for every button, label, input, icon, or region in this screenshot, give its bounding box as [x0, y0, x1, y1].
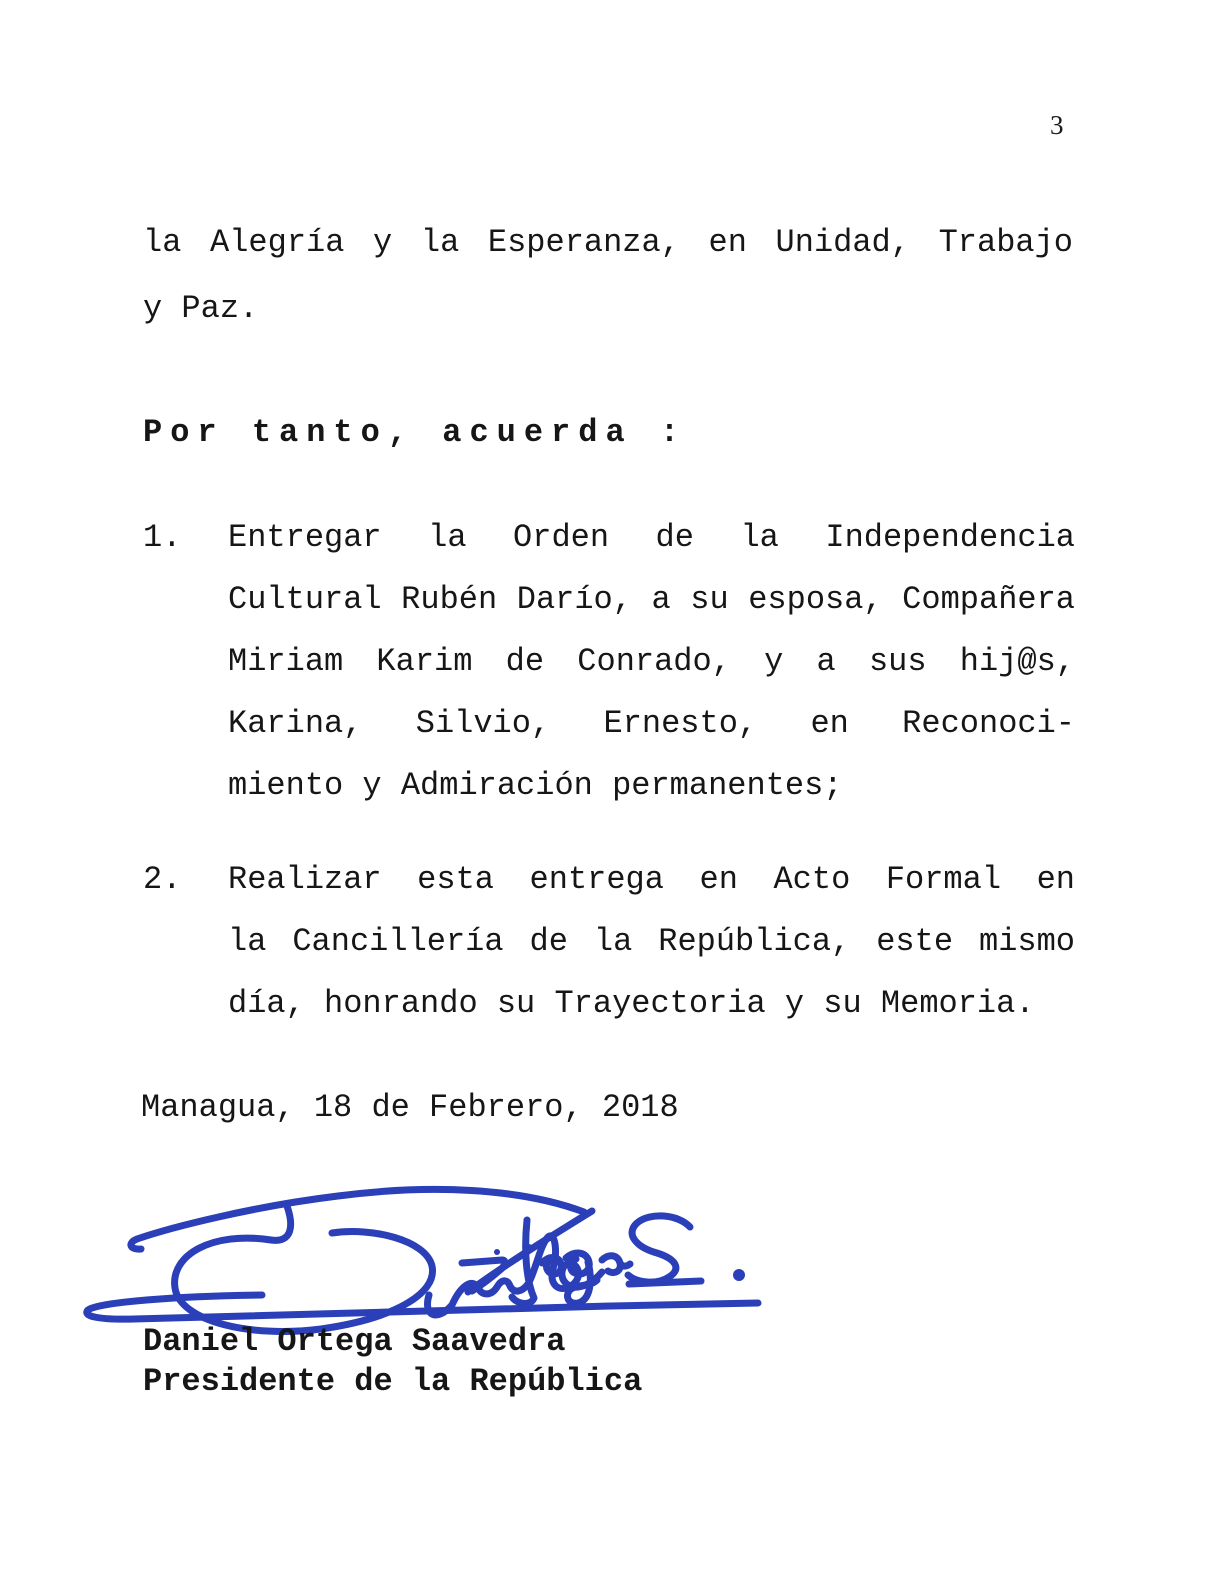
list-item-number: 1.	[143, 519, 182, 556]
list-item-line: Miriam Karim de Conrado, y a sus hij@s,	[228, 643, 1075, 680]
signatory-name: Daniel Ortega Saavedra	[143, 1323, 566, 1360]
list-item-number: 2.	[143, 861, 182, 898]
list-item-line: la Cancillería de la República, este mismo	[228, 923, 1075, 960]
list-item-line: miento y Admiración permanentes;	[228, 767, 843, 804]
resolution-heading: Por tanto, acuerda :	[143, 414, 688, 451]
list-item-line: Realizar esta entrega en Acto Formal en	[228, 861, 1075, 898]
signature-ink	[70, 1170, 780, 1335]
list-item-line: día, honrando su Trayectoria y su Memoria.	[228, 985, 1035, 1022]
list-item	[143, 507, 1075, 817]
list-item-line: Karina, Silvio, Ernesto, en Reconoci-	[228, 705, 1075, 742]
signatory-title: Presidente de la República	[143, 1363, 643, 1400]
opening-paragraph	[143, 210, 1073, 342]
list-item-body	[228, 507, 1075, 817]
list-item	[143, 849, 1075, 1035]
list-item-line: Cultural Rubén Darío, a su esposa, Compañera	[228, 581, 1075, 618]
paragraph-line: la Alegría y la Esperanza, en Unidad, Trabajo	[143, 224, 1073, 261]
signatory-block	[143, 1322, 642, 1402]
list-item-line: Entregar la Orden de la Independencia	[228, 519, 1075, 556]
list-item-body	[228, 849, 1075, 1035]
paragraph-line: y Paz.	[143, 290, 259, 327]
date-line: Managua, 18 de Febrero, 2018	[141, 1089, 679, 1126]
page-number: 3	[1050, 110, 1064, 140]
